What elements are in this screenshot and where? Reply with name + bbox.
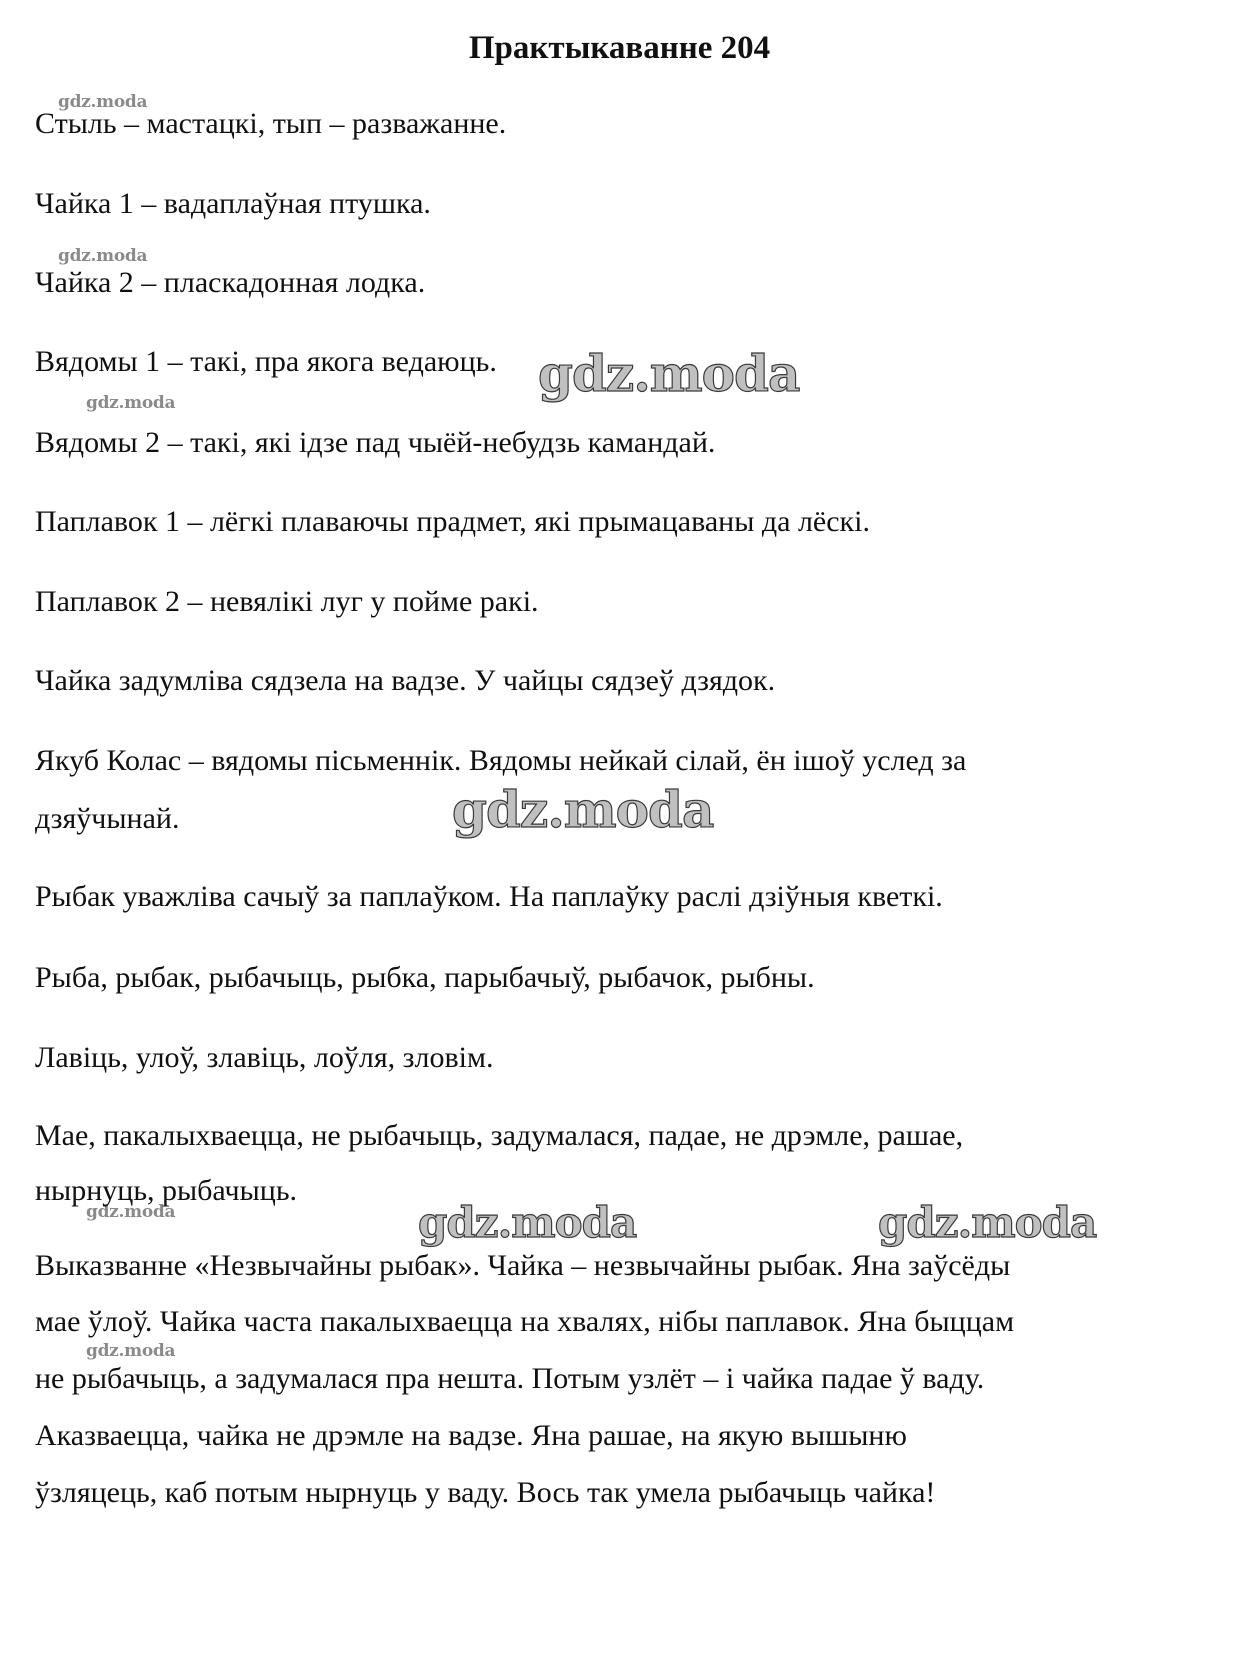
text-line: Вядомы 2 – такі, які ідзе пад чыёй-небудзь камандай.	[35, 426, 716, 459]
text-line: нырнуць, рыбачыць.	[35, 1174, 298, 1207]
watermark-large: gdz.moda	[878, 1198, 1097, 1247]
watermark-small: gdz.moda	[86, 393, 176, 413]
text-line: Чайка 1 – вадаплаўная птушка.	[35, 187, 431, 220]
text-line: Якуб Колас – вядомы пісьменнік. Вядомы нейкай сілай, ён ішоў услед за	[35, 744, 967, 777]
text-line: Паплавок 2 – невялікі луг у пойме ракі.	[35, 585, 539, 618]
text-line: Выказванне «Незвычайны рыбак». Чайка – незвычайны рыбак. Яна заўсёды	[35, 1249, 1011, 1282]
watermark-small: gdz.moda	[58, 246, 148, 266]
text-line: Рыбак уважліва сачыў за паплаўком. На паплаўку раслі дзіўныя кветкі.	[35, 880, 943, 913]
text-line: Мае, пакалыхваецца, не рыбачыць, задумалася, падае, не дрэмле, рашае,	[35, 1119, 964, 1152]
watermark-large: gdz.moda	[538, 344, 800, 403]
text-line: Лавіць, улоў, злавіць, лоўля, зловім.	[35, 1041, 494, 1074]
text-line: Рыба, рыбак, рыбачыць, рыбка, парыбачыў, рыбачок, рыбны.	[35, 961, 815, 994]
watermark-large: gdz.moda	[452, 780, 714, 839]
text-line: Чайка 2 – пласкадонная лодка.	[35, 266, 426, 299]
watermark-large: gdz.moda	[418, 1198, 637, 1247]
watermark-small: gdz.moda	[86, 1202, 176, 1222]
text-line: мае ўлоў. Чайка часта пакалыхваецца на хвалях, нібы паплавок. Яна быццам	[35, 1305, 1015, 1338]
text-line: дзяўчынай.	[35, 802, 180, 835]
page-title: Практыкаванне 204	[468, 30, 771, 66]
text-line: Паплавок 1 – лёгкі плаваючы прадмет, які прымацаваны да лёскі.	[35, 505, 870, 538]
text-line: ўзляцець, каб потым нырнуць у ваду. Вось так умела рыбачыць чайка!	[35, 1476, 936, 1509]
text-line: Вядомы 1 – такі, пра якога ведаюць.	[35, 345, 497, 378]
text-line: Чайка задумліва сядзела на вадзе. У чайцы сядзеў дзядок.	[35, 664, 776, 697]
watermark-small: gdz.moda	[58, 92, 148, 112]
text-line: Аказваецца, чайка не дрэмле на вадзе. Яна рашае, на якую вышыню	[35, 1419, 907, 1452]
watermark-small: gdz.moda	[86, 1341, 176, 1361]
text-line: не рыбачыць, а задумалася пра нешта. Потым узлёт – і чайка падае ў ваду.	[35, 1362, 985, 1395]
text-line: Стыль – мастацкі, тып – разважанне.	[35, 107, 507, 140]
